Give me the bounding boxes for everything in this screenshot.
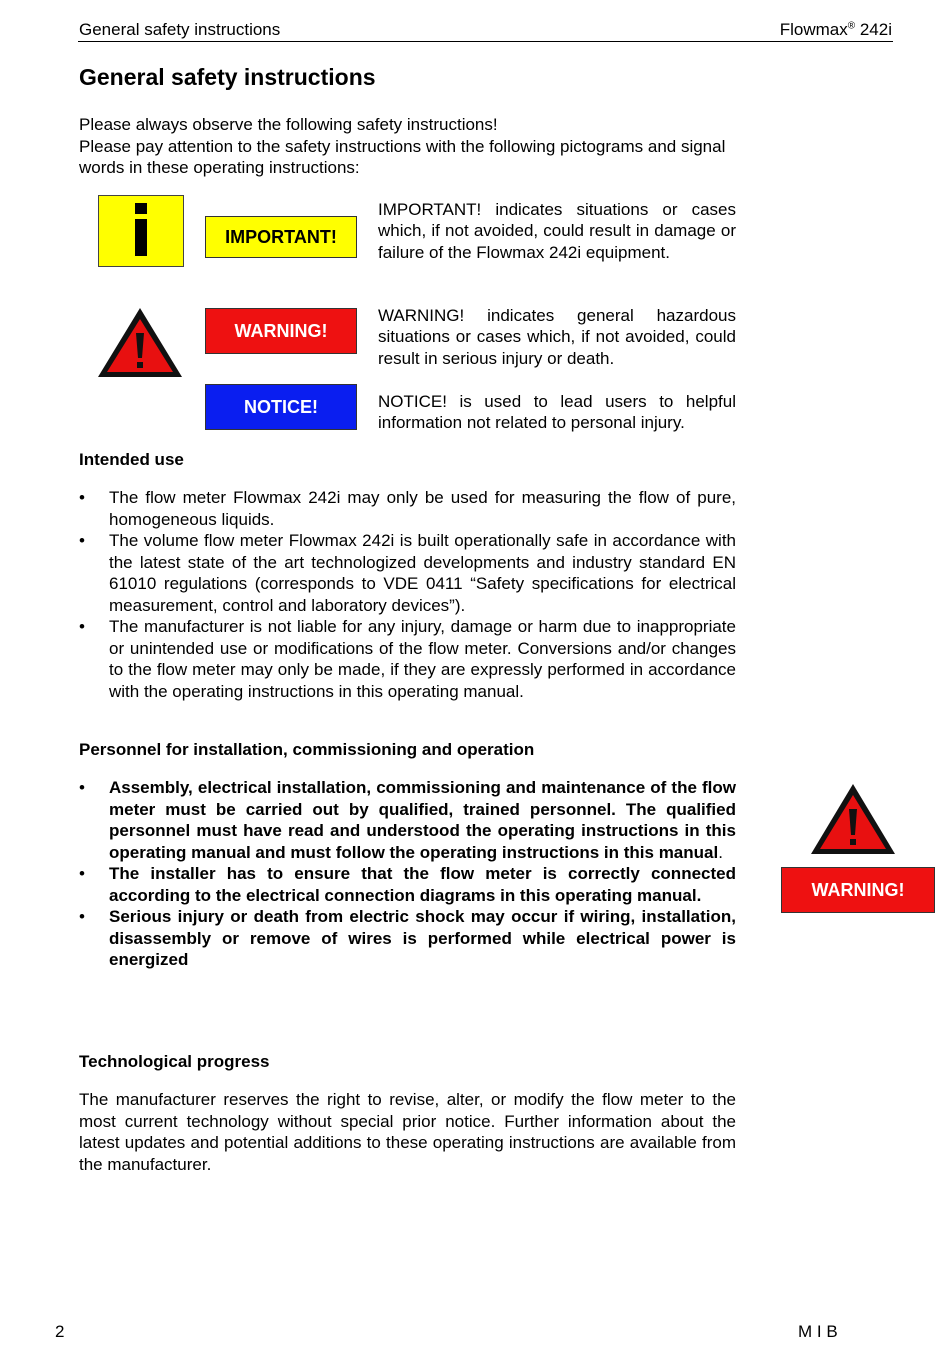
intro-line-2: Please pay attention to the safety instructions with the following pictograms and signal words in these operating instructions:: [79, 136, 726, 177]
list-item-text: The installer has to ensure that the flow meter is correctly connected according to the electrical connection diagrams in this operating manual.: [109, 864, 736, 905]
bullet: •: [79, 488, 85, 507]
technological-progress-heading: Technological progress: [79, 1052, 270, 1071]
bullet: •: [79, 778, 85, 797]
list-item: [79, 616, 736, 702]
registered-mark: ®: [847, 20, 856, 32]
bullet: •: [79, 864, 85, 883]
important-description: IMPORTANT! indicates situations or cases which, if not avoided, could result in damage or failure of the Flowmax 242i equipment.: [378, 200, 736, 262]
header-divider: [78, 41, 893, 42]
important-signal-label: IMPORTANT!: [205, 216, 357, 258]
bullet: •: [79, 907, 85, 926]
list-item: [79, 906, 736, 971]
list-item-text: The manufacturer is not liable for any injury, damage or harm due to inappropriate or unintended use or modifications of the flow meter. Conversions and/or changes to the flow meter may only be made, if they are expressly performed in accordance with the operating instructions in this operating manual.: [109, 617, 736, 701]
information-icon: [98, 195, 184, 267]
side-warning-triangle-icon: [809, 781, 897, 857]
notice-signal-label: NOTICE!: [205, 384, 357, 430]
list-item-tail: .: [718, 842, 723, 862]
warning-description: WARNING! indicates general hazardous situations or cases which, if not avoided, could result in serious injury or death.: [378, 306, 736, 368]
header-brand: Flowmax: [779, 20, 848, 39]
header-model: 242i: [855, 20, 892, 39]
list-item-text: Serious injury or death from electric shock may occur if wiring, installation, disassembly or remove of wires is performed while electrical power is energized: [109, 907, 736, 969]
header-section-title: General safety instructions: [79, 20, 281, 39]
personnel-list: [79, 777, 736, 971]
footer-code: M I B: [798, 1322, 838, 1341]
intro-line-1: Please always observe the following safety instructions!: [79, 115, 498, 134]
list-item-text: The volume flow meter Flowmax 242i is built operationally safe in accordance with the latest state of the art technologized developments and industry standard EN 61010 regulations (corresponds to VDE 0411 “Safety specifications for electrical measurement, control and laboratory devices”).: [109, 531, 736, 615]
list-item: [79, 863, 736, 906]
personnel-heading: Personnel for installation, commissioning and operation: [79, 740, 535, 759]
bullet: •: [79, 617, 85, 636]
page-title: General safety instructions: [79, 64, 376, 90]
list-item-text: Assembly, electrical installation, commissioning and maintenance of the flow meter must be carried out by qualified, trained personnel. The qualified personnel must have read and understood the operating instructions in this operating manual and must follow the operating instructions in this manual: [109, 778, 736, 862]
intro-text: [79, 114, 737, 179]
header-product-name: [780, 20, 892, 40]
list-item: [79, 487, 736, 530]
page-number: 2: [55, 1322, 65, 1341]
notice-description: NOTICE! is used to lead users to helpful information not related to personal injury.: [378, 392, 736, 433]
bullet: •: [79, 531, 85, 550]
list-item: [79, 777, 736, 863]
list-item-text: The flow meter Flowmax 242i may only be used for measuring the flow of pure, homogeneous liquids.: [109, 488, 736, 529]
warning-signal-label: WARNING!: [205, 308, 357, 354]
warning-triangle-icon: [96, 305, 184, 380]
list-item: [79, 530, 736, 616]
side-warning-signal-label: WARNING!: [781, 867, 935, 913]
technological-progress-text: The manufacturer reserves the right to revise, alter, or modify the flow meter to the most current technology without special prior notice. Further information about the latest updates and potential additions to these operating instructions are available from the manufacturer.: [79, 1090, 736, 1174]
intended-use-list: [79, 487, 736, 702]
intended-use-heading: Intended use: [79, 450, 184, 469]
